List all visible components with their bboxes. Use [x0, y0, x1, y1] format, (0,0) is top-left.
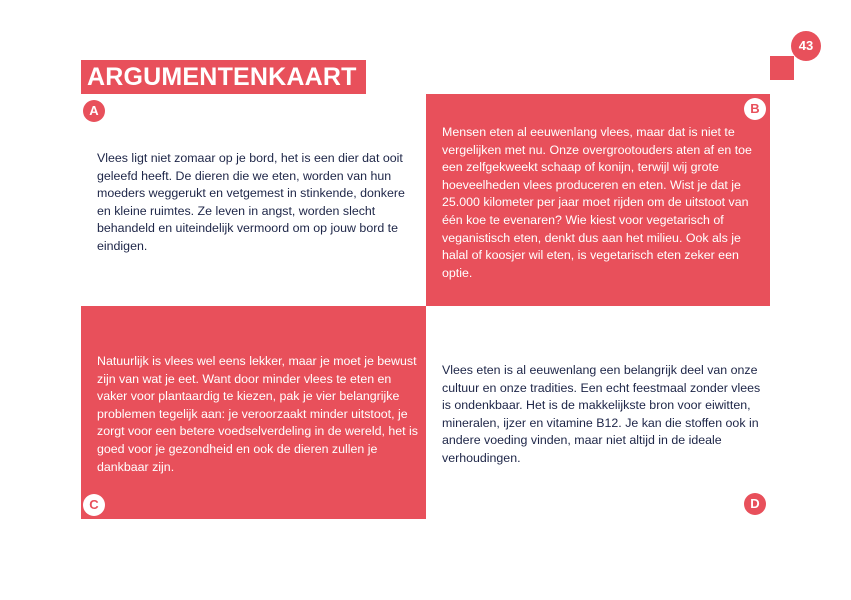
badge-d: D — [744, 493, 766, 515]
argument-text-b: Mensen eten al eeuwenlang vlees, maar dat is niet te vergelijken met nu. Onze overgrootouders aten af en toe een zelfgekweekt schaap of konijn, terwijl wij grote hoeveelheden vlees produceren en eten. Wist je dat je 25.000 kilometer per jaar moet rijden om de uitstoot van één koe te evenaren? Wie kiest voor vegetarisch of veganistisch eten, denkt dus aan het milieu. Ook als je halal of koosjer wil eten, is vegetarisch eten zeker een optie. — [442, 125, 752, 280]
badge-c: C — [83, 494, 105, 516]
argument-text-d: Vlees eten is al eeuwenlang een belangrijk deel van onze cultuur en onze tradities. Een echt feestmaal zonder vlees is ondenkbaar. Het is de makkelijkste bron voor eiwitten, mineralen, ijzer en vitamine B12. Je kan die stoffen ook in andere voeding vinden, maar niet altijd in de ideale verhoudingen. — [442, 363, 761, 465]
page-number: 43 — [791, 31, 821, 61]
argument-text-a: Vlees ligt niet zomaar op je bord, het is een dier dat ooit geleefd heeft. De dieren die we eten, worden van hun moeders weggerukt en vetgemest in stinkende, donkere en kleine ruimtes. Ze leven in angst, worden slecht behandeld en uiteindelijk vermoord om op jouw bord te eindigen. — [97, 151, 405, 253]
argument-text-c: Natuurlijk is vlees wel eens lekker, maar je moet je bewust zijn van wat je eet. Want door minder vlees te eten en vaker voor plantaardig te kiezen, pak je vier belangrijke problemen tegelijk aan: je veroorzaakt minder uitstoot, je zorgt voor een betere voedselverdeling in de wereld, het is goed voor je gezondheid en ook de dieren zullen je dankbaar zijn. — [97, 354, 418, 474]
argument-card-c — [81, 306, 426, 519]
argument-card-b — [426, 94, 770, 306]
badge-b: B — [744, 98, 766, 120]
argument-card-a — [81, 94, 426, 306]
page-title: ARGUMENTENKAART — [81, 60, 366, 94]
page-number-decoration — [770, 56, 794, 80]
badge-a: A — [83, 100, 105, 122]
argument-card-d — [426, 306, 770, 519]
